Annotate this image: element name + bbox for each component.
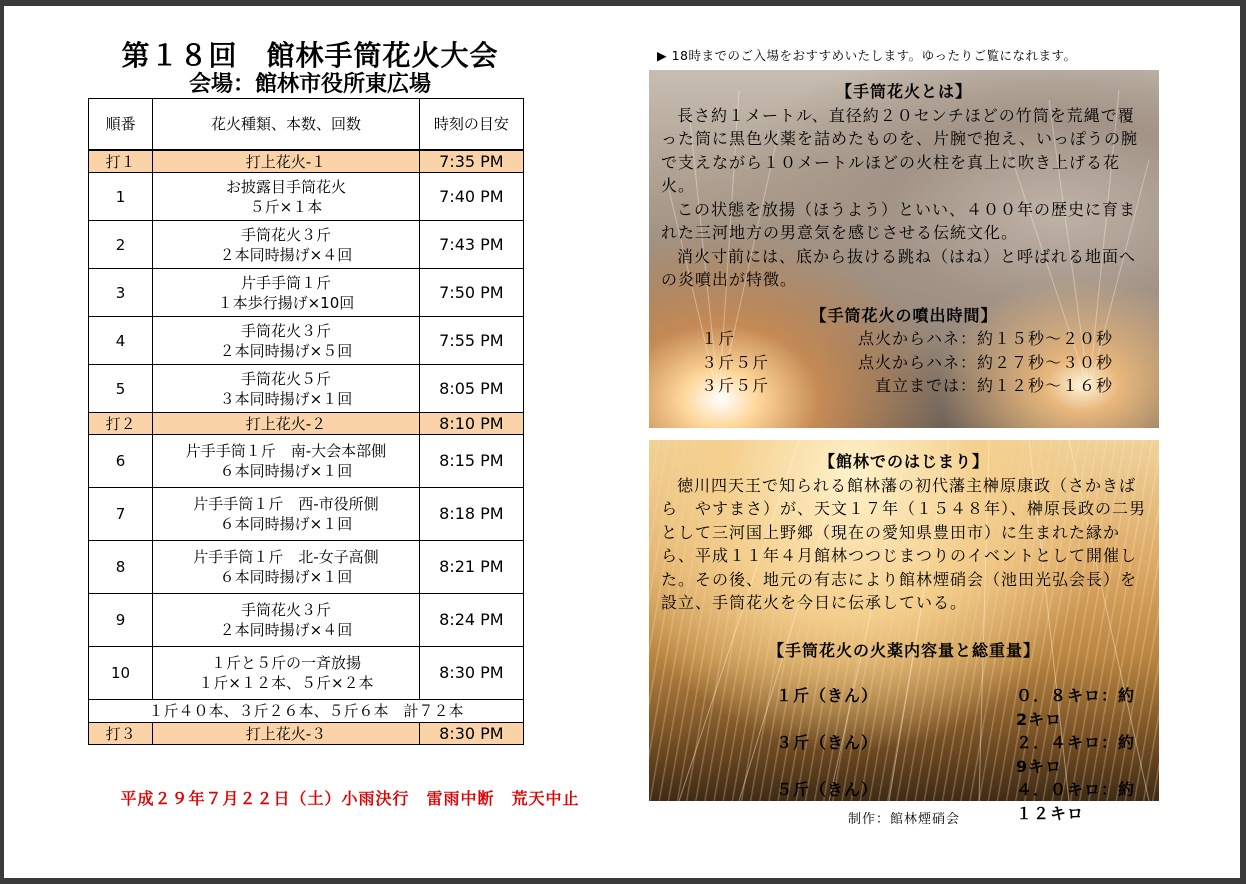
desc-line: ２本同時揚げ×５回 bbox=[219, 341, 353, 360]
table-row-fireworks-3 bbox=[89, 723, 524, 745]
desc-line: 手筒花火３斤 bbox=[240, 225, 331, 244]
credit-line: 制作：館林煙硝会 bbox=[847, 812, 960, 827]
desc-line: ５斤×１本 bbox=[249, 197, 323, 216]
about-body bbox=[661, 104, 1147, 292]
window-frame-left bbox=[0, 0, 4, 884]
event-date-notice: 平成２９年７月２２日（土）小雨決行 雷雨中断 荒天中止 bbox=[120, 789, 580, 808]
weight-size: ５斤（きん） bbox=[776, 780, 879, 799]
desc-line: １本歩行揚げ×10回 bbox=[217, 293, 355, 312]
order-cell: 10 bbox=[89, 647, 153, 700]
table-row bbox=[89, 647, 524, 700]
time-cell: 7:35 PM bbox=[419, 150, 523, 173]
table-row bbox=[89, 541, 524, 594]
gunpowder-heading: 【手筒花火の火薬内容量と総重量】 bbox=[767, 640, 1040, 660]
schedule-table bbox=[88, 98, 524, 745]
table-row bbox=[89, 488, 524, 541]
order-cell: 4 bbox=[89, 317, 153, 365]
gunpowder-weight-row bbox=[661, 684, 1147, 731]
gunpowder-weight-row bbox=[661, 731, 1147, 778]
window-frame-top bbox=[0, 0, 1246, 6]
time-cell: 7:40 PM bbox=[419, 173, 523, 221]
table-row bbox=[89, 173, 524, 221]
weight-size: １斤（きん） bbox=[776, 686, 879, 705]
desc-cell bbox=[153, 365, 420, 413]
spray-desc: 直立までは：約１２秒～１６秒 bbox=[874, 376, 1113, 395]
page-title: 第１８回 館林手筒花火大会 bbox=[121, 39, 499, 72]
time-cell: 7:50 PM bbox=[419, 269, 523, 317]
order-cell: 8 bbox=[89, 541, 153, 594]
time-cell: 8:30 PM bbox=[419, 647, 523, 700]
total-cell: １斤４０本、３斤２６本、５斤６本 計７２本 bbox=[89, 700, 524, 723]
origin-paragraph: 徳川四天王で知られる館林藩の初代藩主榊原康政（さかきばら やすまさ）が、天文１７年（１５４８年）、榊原長政の二男として三河国上野郷（現在の愛知県豊田市）に生まれた縁から、平成１１年４月館林つつじまつりのイベントとして開催した。その後、地元の有志により館林煙硝会（池田光弘会長）を設立、手筒花火を今日に伝承している。 bbox=[661, 475, 1147, 612]
header-time: 時刻の目安 bbox=[419, 99, 523, 151]
time-cell: 8:30 PM bbox=[419, 723, 523, 745]
weight-size: ３斤（きん） bbox=[776, 733, 879, 752]
spray-time-list bbox=[661, 327, 1147, 398]
order-cell: 1 bbox=[89, 173, 153, 221]
table-row bbox=[89, 594, 524, 647]
desc-cell bbox=[153, 173, 420, 221]
weight-desc: ０．８キロ：約2キロ bbox=[1016, 686, 1136, 729]
desc-line: 手筒花火５斤 bbox=[240, 369, 331, 388]
order-cell: 打２ bbox=[89, 413, 153, 435]
table-row bbox=[89, 365, 524, 413]
schedule-body bbox=[89, 150, 524, 700]
about-paragraph-2: この状態を放揚（ほうよう）といい、４００年の歴史に育まれた三河地方の男意気を感じさせる伝統文化。 bbox=[661, 199, 1137, 242]
desc-line: ６本同時揚げ×１回 bbox=[219, 568, 353, 586]
desc-cell bbox=[153, 488, 420, 541]
table-row bbox=[89, 221, 524, 269]
desc-cell bbox=[153, 317, 420, 365]
about-heading: 【手筒花火とは】 bbox=[835, 82, 972, 101]
time-cell: 8:10 PM bbox=[419, 413, 523, 435]
time-cell: 8:21 PM bbox=[419, 541, 523, 594]
window-frame-bottom bbox=[0, 878, 1246, 884]
spray-time-heading: 【手筒花火の噴出時間】 bbox=[810, 305, 998, 325]
desc-cell: 打上花火-３ bbox=[153, 723, 420, 745]
spray-desc: 点火からハネ：約１５秒～２０秒 bbox=[857, 329, 1113, 348]
spray-size: １斤 bbox=[701, 329, 736, 348]
desc-cell bbox=[153, 594, 420, 647]
spray-size: ３斤５斤 bbox=[701, 376, 770, 395]
desc-line: 片手手筒１斤 bbox=[240, 273, 331, 292]
desc-line: 打上花火-１ bbox=[245, 152, 327, 171]
order-cell: 7 bbox=[89, 488, 153, 541]
desc-line: 片手手筒１斤 北-女子高側 bbox=[193, 548, 379, 566]
desc-cell bbox=[153, 647, 420, 700]
table-row-fireworks bbox=[89, 150, 524, 173]
desc-line: ６本同時揚げ×１回 bbox=[219, 515, 353, 533]
desc-cell bbox=[153, 435, 420, 488]
desc-line: ６本同時揚げ×１回 bbox=[219, 462, 353, 480]
desc-cell bbox=[153, 541, 420, 594]
time-cell: 7:55 PM bbox=[419, 317, 523, 365]
time-cell: 8:18 PM bbox=[419, 488, 523, 541]
spray-size: ３斤５斤 bbox=[701, 352, 770, 372]
desc-line: お披露目手筒花火 bbox=[225, 177, 346, 196]
desc-line: 片手手筒１斤 南-大会本部側 bbox=[185, 442, 387, 460]
desc-cell bbox=[153, 413, 420, 435]
table-row bbox=[89, 317, 524, 365]
time-cell: 8:15 PM bbox=[419, 435, 523, 488]
desc-line: 手筒花火３斤 bbox=[240, 321, 331, 340]
desc-cell bbox=[153, 150, 420, 173]
table-row bbox=[89, 435, 524, 488]
order-cell: 5 bbox=[89, 365, 153, 413]
order-cell: 打３ bbox=[89, 723, 153, 745]
header-order: 順番 bbox=[89, 99, 153, 151]
order-cell: 6 bbox=[89, 435, 153, 488]
desc-line: １斤と５斤の一斉放揚 bbox=[210, 654, 361, 672]
table-row-fireworks bbox=[89, 413, 524, 435]
table-row bbox=[89, 269, 524, 317]
order-cell: 2 bbox=[89, 221, 153, 269]
venue-subtitle: 会場：館林市役所東広場 bbox=[188, 72, 431, 97]
table-total-row bbox=[89, 700, 524, 723]
weight-desc: ４．０キロ：約１２キロ bbox=[1016, 780, 1136, 823]
header-type: 花火種類、本数、回数 bbox=[153, 99, 420, 151]
desc-line: １斤×１２本、５斤×２本 bbox=[198, 674, 374, 692]
about-paragraph-3: 消火寸前には、底から抜ける跳ね（はね）と呼ばれる地面への炎噴出が特徴。 bbox=[661, 246, 1137, 289]
spray-time-row bbox=[661, 327, 1147, 351]
origin-heading: 【館林でのはじまり】 bbox=[818, 452, 989, 471]
table-header-row bbox=[89, 99, 524, 151]
about-tezutsu-panel bbox=[649, 70, 1159, 428]
order-cell: 9 bbox=[89, 594, 153, 647]
spray-desc: 点火からハネ：約２７秒～３０秒 bbox=[857, 352, 1113, 372]
desc-line: ２本同時揚げ×４回 bbox=[219, 245, 353, 264]
desc-cell bbox=[153, 221, 420, 269]
desc-line: ３本同時揚げ×１回 bbox=[219, 389, 353, 408]
desc-cell bbox=[153, 269, 420, 317]
time-cell: 8:24 PM bbox=[419, 594, 523, 647]
spray-time-row bbox=[661, 374, 1147, 398]
time-cell: 7:43 PM bbox=[419, 221, 523, 269]
weight-desc: ２．４キロ：約9キロ bbox=[1016, 733, 1136, 776]
desc-line: ２本同時揚げ×４回 bbox=[219, 621, 353, 639]
spray-time-row bbox=[661, 351, 1147, 375]
entry-notice: ▶ 18時までのご入場をおすすめいたします。ゆったりご覧になれます。 bbox=[657, 48, 1077, 63]
time-cell: 8:05 PM bbox=[419, 365, 523, 413]
gunpowder-weight-list bbox=[661, 684, 1147, 825]
desc-line: 打上花火-２ bbox=[245, 414, 327, 433]
window-frame-right bbox=[1240, 0, 1246, 884]
order-cell: 3 bbox=[89, 269, 153, 317]
about-paragraph-1: 長さ約１メートル、直径約２０センチほどの竹筒を荒縄で覆った筒に黒色火薬を詰めたものを、片腕で抱え、いっぽうの腕で支えながら１０メートルほどの火柱を真上に吹き上げる花火。 bbox=[661, 105, 1138, 195]
desc-line: 片手手筒１斤 西-市役所側 bbox=[193, 495, 379, 513]
desc-line: 手筒花火３斤 bbox=[240, 601, 331, 619]
order-cell: 打１ bbox=[89, 150, 153, 173]
